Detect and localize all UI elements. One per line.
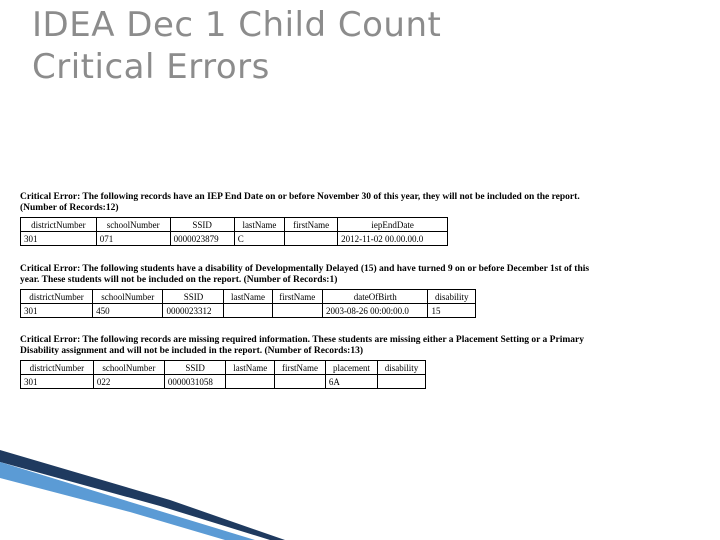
table-cell: 2003-08-26 00:00:00.0 — [322, 304, 428, 318]
table-cell: 0000023879 — [170, 232, 234, 246]
column-header: SSID — [163, 290, 224, 304]
table-cell: 022 — [93, 375, 164, 389]
column-header: disability — [378, 361, 426, 375]
table-cell: 450 — [93, 304, 163, 318]
table-cell: 071 — [96, 232, 170, 246]
table-cell: 0000031058 — [164, 375, 226, 389]
column-header: lastName — [224, 290, 272, 304]
column-header: schoolNumber — [93, 290, 163, 304]
table-cell: 301 — [21, 375, 94, 389]
table-cell: 15 — [428, 304, 476, 318]
column-header: placement — [325, 361, 377, 375]
table-cell: 301 — [21, 232, 97, 246]
column-header: iepEndDate — [338, 218, 448, 232]
critical-error-message-1: Critical Error: The following records have an IEP End Date on or before November 30 of this year, they will not be included on the report. (Number of Records:12) — [20, 192, 580, 213]
critical-error-message-2: Critical Error: The following students have a disability of Developmentally Delayed (15) and have turned 9 on or before December 1st of this year. These students will not be included on the report. (Number of Records:1) — [20, 264, 590, 285]
column-header: SSID — [170, 218, 234, 232]
critical-error-message-3: Critical Error: The following records are missing required information. These students are missing either a Placement Setting or a Primary Disability assignment and will not be included in the report. (Number of Records:13) — [20, 335, 584, 356]
slide-title-line-2: Critical Errors — [32, 47, 270, 87]
column-header: lastName — [234, 218, 285, 232]
column-header: schoolNumber — [96, 218, 170, 232]
column-header: firstName — [275, 361, 326, 375]
column-header: districtNumber — [21, 361, 94, 375]
column-header: firstName — [272, 290, 322, 304]
column-header: districtNumber — [21, 218, 97, 232]
column-header: lastName — [226, 361, 275, 375]
column-header: SSID — [164, 361, 226, 375]
table-cell: 2012-11-02 00.00.00.0 — [338, 232, 448, 246]
column-header: disability — [428, 290, 476, 304]
table-cell: 6A — [325, 375, 377, 389]
table-cell: 301 — [21, 304, 93, 318]
column-header: schoolNumber — [93, 361, 164, 375]
column-header: dateOfBirth — [322, 290, 428, 304]
slide-title-line-1: IDEA Dec 1 Child Count — [32, 5, 442, 45]
column-header: districtNumber — [21, 290, 93, 304]
table-cell: 0000023312 — [163, 304, 224, 318]
column-header: firstName — [285, 218, 338, 232]
table-cell: C — [234, 232, 285, 246]
